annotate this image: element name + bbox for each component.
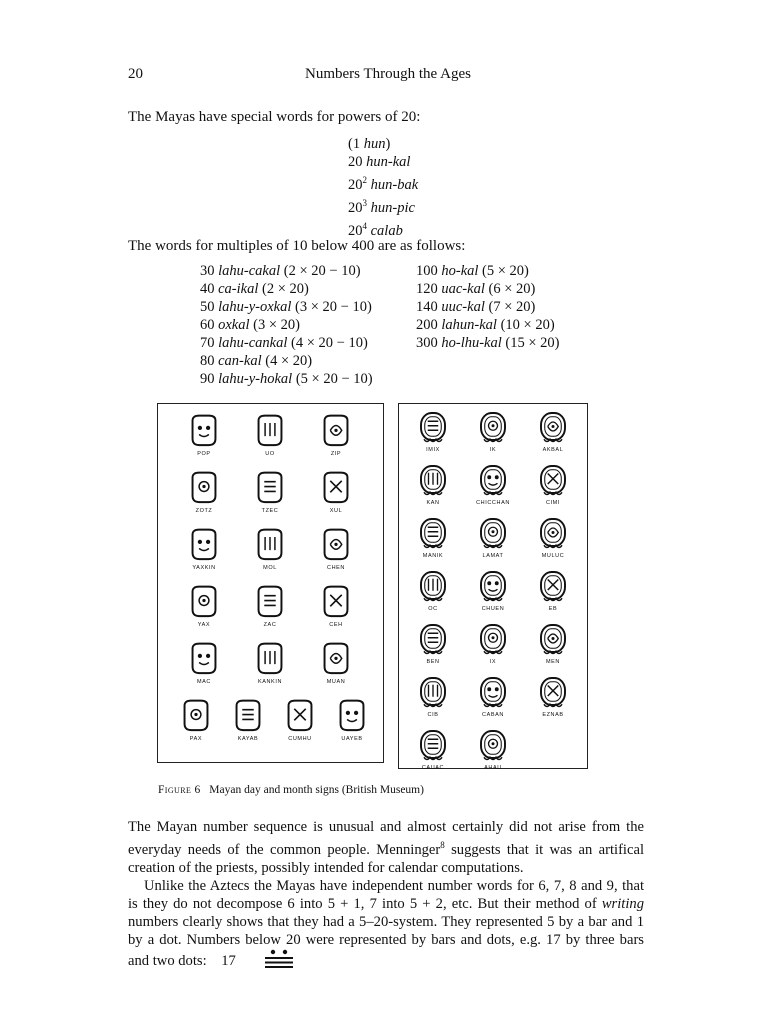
month-glyph-icon: [319, 642, 353, 678]
month-sign-label: UAYEB: [341, 736, 363, 742]
figure-caption-text: Mayan day and month signs (British Museum): [209, 784, 424, 796]
month-sign-tzec: [244, 471, 296, 514]
powers-intro: The Mayas have special words for powers of 20:: [128, 109, 421, 125]
power-number: (1: [348, 136, 361, 152]
multiple-row: [200, 352, 373, 370]
month-glyph-icon: [253, 528, 287, 564]
month-sign-mac: [178, 642, 230, 685]
multiple-expression: (4 × 20 − 10): [287, 335, 368, 351]
month-sign-muan: [310, 642, 362, 685]
power-row: [348, 194, 418, 217]
day-sign-label: CIB: [427, 712, 439, 718]
power-exponent: 2: [362, 175, 367, 185]
running-title: Numbers Through the Ages: [305, 66, 471, 82]
month-glyph-icon: [187, 471, 221, 507]
multiple-number: 120: [416, 281, 442, 297]
month-glyph-icon: [319, 528, 353, 564]
month-glyph-icon: [283, 699, 317, 735]
multiple-number: 80: [200, 353, 219, 369]
month-signs-panel: [157, 403, 384, 763]
month-sign-label: MAC: [196, 679, 212, 685]
power-number: 20: [348, 199, 363, 216]
power-word: hun: [363, 136, 386, 152]
month-sign-uayeb: [328, 699, 376, 742]
month-sign-yax: [178, 585, 230, 628]
multiple-expression: (15 × 20): [501, 335, 560, 351]
day-sign-label: LAMAT: [482, 553, 504, 559]
multiple-number: 300: [416, 335, 442, 351]
day-sign-label: IK: [489, 447, 497, 453]
month-sign-label: ZAC: [263, 622, 277, 628]
month-sign-label: PAX: [189, 736, 203, 742]
month-sign-zac: [244, 585, 296, 628]
power-word: hun-kal: [366, 154, 411, 170]
month-sign-uo: [244, 414, 296, 457]
month-sign-label: MOL: [263, 565, 277, 571]
day-glyph-icon: [418, 622, 448, 658]
paragraph-2-text-b: numbers clearly shows that they had a 5–20-system. They represented 5 by a bar and 1 by a dot. Numbers below 20 were represented by bars and dots, e.g. 17 by three bars and two dots:: [128, 913, 644, 969]
paragraph-2-text-a: Unlike the Aztecs the Mayas have independent number words for 6, 7, 8 and 9, that is they do not decompose 6 into 5 + 1, 7 into 5 + 2, etc. But their method of: [128, 877, 644, 912]
multiple-word: ca-ikal: [218, 281, 259, 297]
day-glyph-icon: [478, 516, 508, 552]
power-number: 20: [348, 176, 363, 193]
power-word: hun-pic: [370, 199, 415, 216]
day-sign-label: EB: [548, 606, 558, 612]
paragraph-2-emphasis: writing: [601, 895, 644, 912]
day-glyph-icon: [418, 569, 448, 605]
multiple-word: uuc-kal: [441, 299, 485, 315]
month-sign-ceh: [310, 585, 362, 628]
day-glyph-icon: [478, 569, 508, 605]
day-sign-label: MEN: [545, 659, 561, 665]
multiples-list-left: [200, 262, 373, 388]
multiple-row: [200, 334, 373, 352]
day-sign-chicchan: [471, 463, 515, 506]
day-glyph-icon: [418, 516, 448, 552]
multiple-word: lahu-y-oxkal: [218, 299, 292, 315]
day-glyph-icon: [538, 463, 568, 499]
multiple-word: lahu-cakal: [218, 263, 281, 279]
month-sign-label: POP: [197, 451, 211, 457]
month-sign-label: TZEC: [261, 508, 279, 514]
body-text: [128, 818, 644, 974]
multiple-number: 90: [200, 371, 219, 387]
month-glyph-icon: [253, 585, 287, 621]
day-sign-label: OC: [428, 606, 438, 612]
power-row: [348, 153, 418, 171]
day-sign-label: KAN: [426, 500, 440, 506]
day-glyph-icon: [418, 463, 448, 499]
month-sign-label: UO: [265, 451, 275, 457]
page-number: 20: [128, 66, 143, 82]
multiple-number: 40: [200, 281, 219, 297]
multiple-row: [200, 280, 373, 298]
multiples-list-right: [416, 262, 560, 352]
day-glyph-icon: [418, 675, 448, 711]
multiple-row: [416, 298, 560, 316]
day-glyph-icon: [538, 516, 568, 552]
month-glyph-icon: [319, 414, 353, 450]
month-glyph-icon: [253, 642, 287, 678]
maya-numeral-17-icon: [248, 949, 294, 974]
figure-label: Figure 6: [158, 784, 201, 796]
day-sign-label: MULUC: [541, 553, 565, 559]
month-sign-xul: [310, 471, 362, 514]
day-sign-men: [531, 622, 575, 665]
powers-of-20-list: [348, 135, 418, 239]
power-exponent: 3: [362, 197, 367, 208]
day-glyph-icon: [418, 410, 448, 446]
month-glyph-icon: [187, 528, 221, 564]
multiple-expression: (3 × 20 − 10): [291, 299, 372, 315]
day-sign-eb: [531, 569, 575, 612]
power-tail: ): [385, 136, 391, 152]
multiple-expression: (6 × 20): [484, 281, 536, 297]
multiple-word: can-kal: [218, 353, 262, 369]
day-sign-label: CIMI: [545, 500, 560, 506]
power-word: calab: [370, 222, 403, 239]
month-glyph-icon: [187, 414, 221, 450]
day-sign-label: CAUAC: [421, 765, 445, 771]
month-glyph-icon: [335, 699, 369, 735]
day-sign-akbal: [531, 410, 575, 453]
day-sign-ahau: [471, 728, 515, 771]
multiple-number: 100: [416, 263, 442, 279]
month-sign-label: CHEN: [327, 565, 345, 571]
running-header: [128, 66, 648, 86]
day-glyph-icon: [538, 675, 568, 711]
multiple-row: [416, 262, 560, 280]
day-glyph-icon: [478, 410, 508, 446]
multiple-expression: (2 × 20 − 10): [280, 263, 361, 279]
month-sign-pop: [178, 414, 230, 457]
multiple-number: 50: [200, 299, 219, 315]
day-sign-ik: [471, 410, 515, 453]
multiple-expression: (10 × 20): [496, 317, 555, 333]
day-sign-label: MANIK: [422, 553, 444, 559]
multiple-row: [200, 298, 373, 316]
month-sign-label: XUL: [329, 508, 343, 514]
multiple-number: 140: [416, 299, 442, 315]
month-sign-mol: [244, 528, 296, 571]
day-sign-cimi: [531, 463, 575, 506]
day-sign-muluc: [531, 516, 575, 559]
day-sign-cauac: [411, 728, 455, 771]
paragraph-1: [128, 818, 644, 877]
month-sign-label: YAXKIN: [192, 565, 216, 571]
month-sign-kankin: [244, 642, 296, 685]
day-sign-caban: [471, 675, 515, 718]
month-glyph-icon: [319, 585, 353, 621]
day-sign-label: AKBAL: [542, 447, 564, 453]
multiple-number: 200: [416, 317, 442, 333]
day-sign-imix: [411, 410, 455, 453]
month-sign-label: CEH: [329, 622, 343, 628]
day-sign-label: AHAU: [484, 765, 502, 771]
month-glyph-icon: [187, 642, 221, 678]
multiple-number: 60: [200, 317, 219, 333]
multiple-expression: (7 × 20): [484, 299, 536, 315]
month-glyph-icon: [187, 585, 221, 621]
day-sign-label: IMIX: [426, 447, 440, 453]
day-sign-manik: [411, 516, 455, 559]
day-sign-kan: [411, 463, 455, 506]
day-glyph-icon: [478, 675, 508, 711]
multiple-number: 70: [200, 335, 219, 351]
multiples-intro: The words for multiples of 10 below 400 are as follows:: [128, 238, 466, 254]
day-glyph-icon: [418, 728, 448, 764]
month-sign-label: KAYAB: [237, 736, 259, 742]
month-sign-label: MUAN: [326, 679, 346, 685]
multiple-expression: (3 × 20): [249, 317, 300, 333]
day-glyph-icon: [538, 622, 568, 658]
month-sign-label: ZIP: [330, 451, 342, 457]
month-sign-label: YAX: [197, 622, 211, 628]
multiple-word: uac-kal: [441, 281, 485, 297]
multiple-word: lahu-cankal: [218, 335, 288, 351]
multiple-word: lahun-kal: [441, 317, 497, 333]
power-word: hun-bak: [370, 176, 419, 193]
month-glyph-icon: [179, 699, 213, 735]
day-sign-label: CHUEN: [481, 606, 505, 612]
day-glyph-icon: [478, 622, 508, 658]
month-sign-zip: [310, 414, 362, 457]
multiple-expression: (5 × 20 − 10): [292, 371, 373, 387]
paragraph-2: [128, 877, 644, 974]
month-sign-yaxkin: [178, 528, 230, 571]
day-sign-lamat: [471, 516, 515, 559]
day-sign-label: IX: [489, 659, 497, 665]
footnote-ref: 8: [440, 840, 445, 850]
month-glyph-icon: [319, 471, 353, 507]
day-sign-chuen: [471, 569, 515, 612]
power-exponent: 4: [362, 220, 367, 231]
multiple-word: oxkal: [218, 317, 250, 333]
multiple-row: [200, 316, 373, 334]
month-sign-zotz: [178, 471, 230, 514]
multiple-row: [200, 370, 373, 388]
multiple-word: lahu-y-hokal: [218, 371, 293, 387]
example-number: 17: [221, 952, 236, 969]
month-sign-pax: [172, 699, 220, 742]
day-glyph-icon: [538, 410, 568, 446]
power-number: 20: [348, 154, 363, 170]
month-sign-chen: [310, 528, 362, 571]
multiple-row: [416, 334, 560, 352]
power-number: 20: [348, 222, 363, 239]
month-sign-cumhu: [276, 699, 324, 742]
day-sign-ix: [471, 622, 515, 665]
multiple-expression: (4 × 20): [261, 353, 313, 369]
day-glyph-icon: [478, 728, 508, 764]
figure-caption: [158, 784, 424, 796]
day-sign-oc: [411, 569, 455, 612]
day-sign-label: CHICCHAN: [476, 500, 510, 506]
day-sign-eznab: [531, 675, 575, 718]
power-row: [348, 171, 418, 194]
day-sign-ben: [411, 622, 455, 665]
month-glyph-icon: [231, 699, 265, 735]
day-glyph-icon: [538, 569, 568, 605]
month-sign-kayab: [224, 699, 272, 742]
multiple-row: [416, 316, 560, 334]
day-sign-label: EZNAB: [542, 712, 564, 718]
power-row: [348, 135, 418, 153]
multiple-word: ho-kal: [441, 263, 479, 279]
day-glyph-icon: [478, 463, 508, 499]
month-sign-label: ZOTZ: [195, 508, 213, 514]
multiple-row: [200, 262, 373, 280]
month-sign-label: CUMHU: [288, 736, 312, 742]
multiple-row: [416, 280, 560, 298]
month-sign-label: KANKIN: [257, 679, 283, 685]
multiple-number: 30: [200, 263, 219, 279]
paragraph-1-tail: suggests that it was an artifical creation of the priests, possibly intended for calendar computations.: [128, 841, 644, 876]
paragraph-1-text: The Mayan number sequence is unusual and almost certainly did not arise from the everyday needs of the common people. Menninger: [128, 819, 644, 858]
multiple-word: ho-lhu-kal: [441, 335, 502, 351]
multiple-expression: (2 × 20): [258, 281, 309, 297]
day-sign-label: CABAN: [482, 712, 504, 718]
multiple-expression: (5 × 20): [478, 263, 529, 279]
day-sign-label: BEN: [426, 659, 440, 665]
month-glyph-icon: [253, 414, 287, 450]
day-signs-panel: [398, 403, 588, 769]
day-sign-cib: [411, 675, 455, 718]
month-glyph-icon: [253, 471, 287, 507]
